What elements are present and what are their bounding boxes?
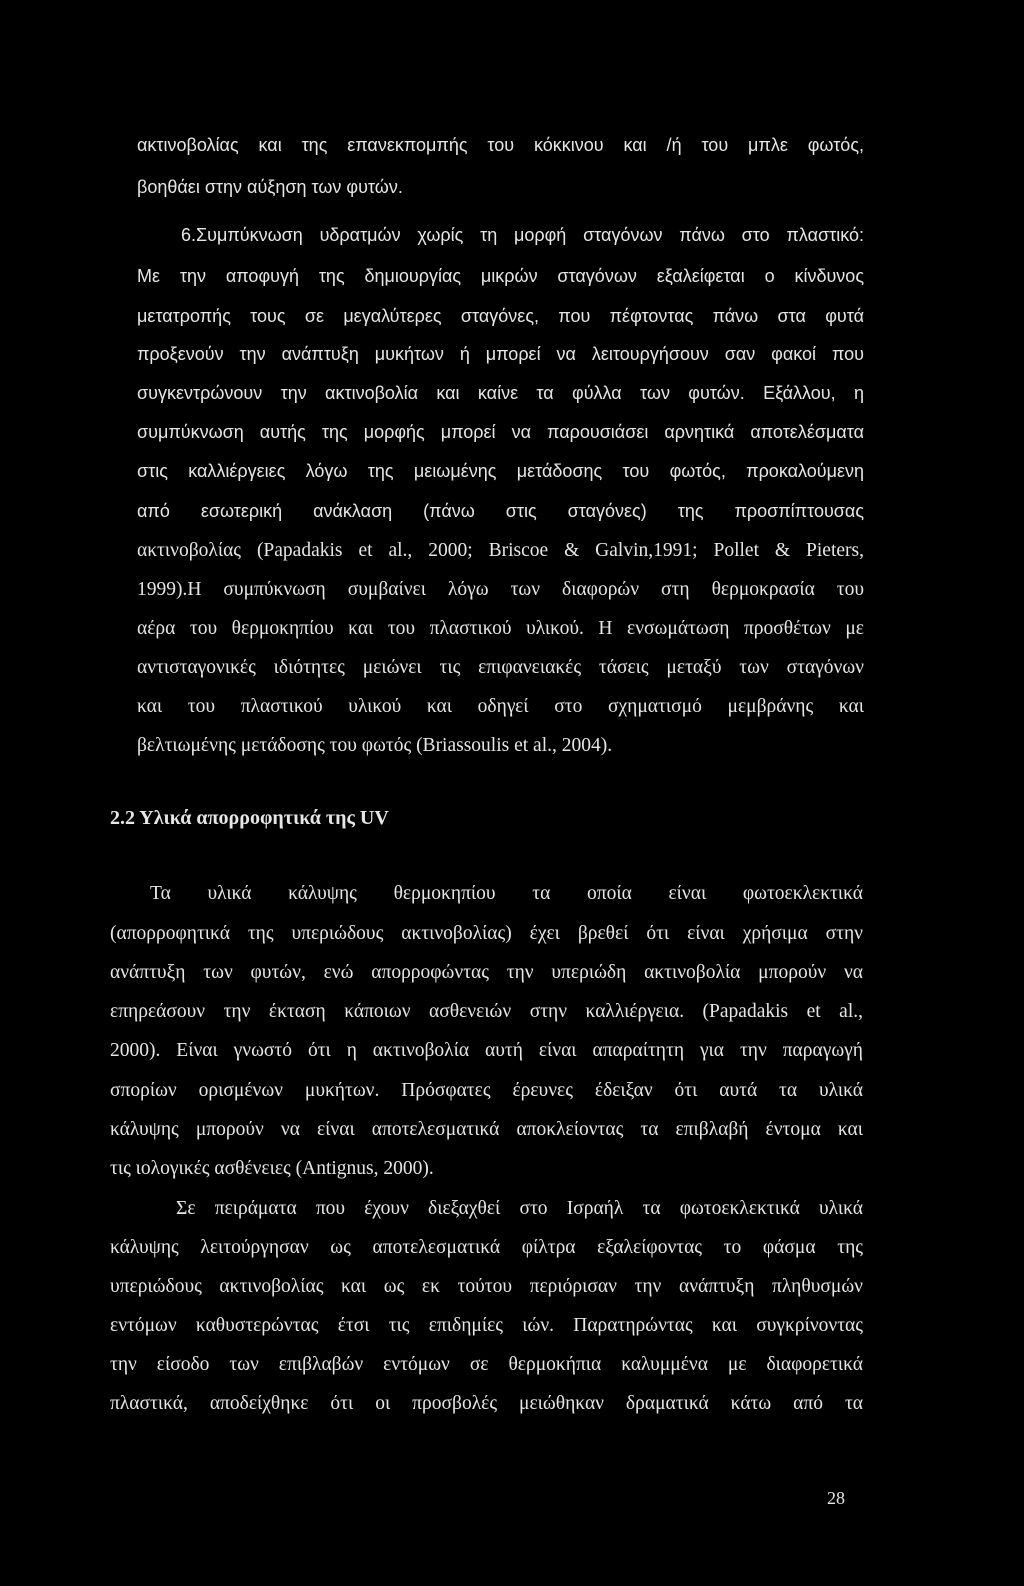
para2-line-8: τις ιολογικές ασθένειες (Antignus, 2000). <box>110 1158 434 1179</box>
text-line-8: συμπύκνωση αυτής της μορφής μπορεί να παρουσιάσει αρνητικά αποτελέσματα <box>137 422 864 442</box>
text-line-7: συγκεντρώνουν την ακτινοβολία και καίνε τα φύλλα των φυτών. Εξάλλου, η <box>137 383 864 403</box>
text-line-16: βελτιωμένης μετάδοσης του φωτός (Briassoulis et al., 2004). <box>137 735 613 756</box>
para2-line-4: επηρεάσουν την έκταση κάποιων ασθενειών στην καλλιέργεια. (Papadakis et al., <box>110 1001 863 1022</box>
para3-line-2: κάλυψης λειτούργησαν ως αποτελεσματικά φίλτρα εξαλείφοντας το φάσμα της <box>110 1237 863 1258</box>
text-line-3: 6.Συμπύκνωση υδρατμών χωρίς τη μορφή σταγόνων πάνω στο πλαστικό: <box>181 225 864 245</box>
text-line-15: και του πλαστικού υλικού και οδηγεί στο σχηματισμό μεμβράνης και <box>137 696 864 717</box>
text-line-10: από εσωτερική ανάκλαση (πάνω στις σταγόνες) της προσπίπτουσας <box>137 501 864 521</box>
text-line-5: μετατροπής τους σε μεγαλύτερες σταγόνες, που πέφτοντας πάνω στα φυτά <box>137 306 864 326</box>
text-line-1: ακτινοβολίας και της επανεκπομπής του κόκκινου και /ή του μπλε φωτός, <box>137 135 864 155</box>
text-line-12: 1999).Η συμπύκνωση συμβαίνει λόγω των διαφορών στη θερμοκρασία του <box>137 579 864 600</box>
para3-line-3: υπεριώδους ακτινοβολίας και ως εκ τούτου περιόρισαν την ανάπτυξη πληθυσμών <box>110 1276 863 1297</box>
text-line-4: Με την αποφυγή της δημιουργίας μικρών σταγόνων εξαλείφεται ο κίνδυνος <box>137 266 864 286</box>
para2-line-5: 2000). Είναι γνωστό ότι η ακτινοβολία αυτή είναι απαραίτητη για την παραγωγή <box>110 1040 863 1061</box>
section-heading: 2.2 Υλικά απορροφητικά της UV <box>110 807 389 829</box>
para3-line-6: πλαστικά, αποδείχθηκε ότι οι προσβολές μειώθηκαν δραματικά κάτω από τα <box>110 1393 863 1414</box>
text-line-2: βοηθάει στην αύξηση των φυτών. <box>137 177 403 197</box>
text-line-13: αέρα του θερμοκηπίου και του πλαστικού υλικού. Η ενσωμάτωση προσθέτων με <box>137 618 864 639</box>
page-number: 28 <box>827 1488 845 1508</box>
para2-line-6: σπορίων ορισμένων μυκήτων. Πρόσφατες έρευνες έδειξαν ότι αυτά τα υλικά <box>110 1080 863 1101</box>
para2-line-1: Τα υλικά κάλυψης θερμοκηπίου τα οποία είναι φωτοεκλεκτικά <box>150 883 863 904</box>
text-line-11: ακτινοβολίας (Papadakis et al., 2000; Briscoe & Galvin,1991; Pollet & Pieters, <box>137 540 864 561</box>
para3-line-4: εντόμων καθυστερώντας έτσι τις επιδημίες ιών. Παρατηρώντας και συγκρίνοντας <box>110 1315 863 1336</box>
para3-line-1: Σε πειράματα που έχουν διεξαχθεί στο Ισραήλ τα φωτοεκλεκτικά υλικά <box>176 1198 863 1219</box>
para2-line-7: κάλυψης μπορούν να είναι αποτελεσματικά αποκλείοντας τα επιβλαβή έντομα και <box>110 1119 863 1140</box>
text-line-6: προξενούν την ανάπτυξη μυκήτων ή μπορεί να λειτουργήσουν σαν φακοί που <box>137 344 864 364</box>
para2-line-2: (απορροφητικά της υπεριώδους ακτινοβολίας) έχει βρεθεί ότι είναι χρήσιμα στην <box>110 923 863 944</box>
para2-line-3: ανάπτυξη των φυτών, ενώ απορροφώντας την υπεριώδη ακτινοβολία μπορούν να <box>110 962 863 983</box>
text-line-9: στις καλλιέργειες λόγω της μειωμένης μετάδοσης του φωτός, προκαλούμενη <box>137 461 864 481</box>
text-line-14: αντισταγονικές ιδιότητες μειώνει τις επιφανειακές τάσεις μεταξύ των σταγόνων <box>137 657 864 678</box>
para3-line-5: την είσοδο των επιβλαβών εντόμων σε θερμοκήπια καλυμμένα με διαφορετικά <box>110 1354 863 1375</box>
